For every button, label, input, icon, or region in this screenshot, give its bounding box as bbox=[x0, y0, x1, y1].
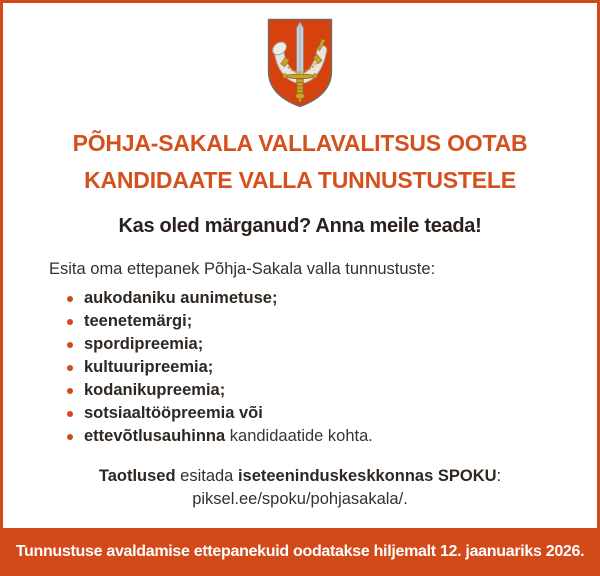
coat-of-arms bbox=[266, 17, 334, 109]
sword-pommel bbox=[295, 93, 304, 99]
award-name: kodanikupreemia; bbox=[84, 381, 226, 399]
poster-title bbox=[3, 125, 597, 199]
crossguard-knob-right bbox=[313, 74, 317, 78]
award-name: aukodaniku aunimetuse; bbox=[84, 289, 278, 307]
poster-subtitle: Kas oled märganud? Anna meile teada! bbox=[118, 215, 482, 237]
poster-body bbox=[3, 258, 597, 511]
application-line1 bbox=[99, 467, 501, 485]
application-instructions bbox=[49, 465, 551, 511]
poster-title-line1: PÕHJA-SAKALA VALLAVALITSUS OOTAB bbox=[72, 130, 528, 156]
bullet-icon bbox=[67, 319, 73, 325]
deadline-banner bbox=[0, 528, 600, 576]
award-name: kultuuripreemia; bbox=[84, 358, 214, 376]
list-item bbox=[67, 425, 551, 448]
list-item bbox=[67, 287, 551, 310]
application-regular2: : bbox=[496, 467, 502, 485]
bullet-icon bbox=[67, 434, 73, 440]
application-url: piksel.ee/spoku/pohjasakala/. bbox=[192, 490, 408, 508]
list-item bbox=[67, 310, 551, 333]
list-item bbox=[67, 402, 551, 425]
award-name: spordipreemia; bbox=[84, 335, 204, 353]
bullet-icon bbox=[67, 342, 73, 348]
list-item bbox=[67, 333, 551, 356]
sword-crossguard bbox=[285, 74, 315, 79]
award-rest: kandidaatide kohta. bbox=[225, 427, 373, 445]
application-regular1: esitada bbox=[175, 467, 238, 485]
award-list bbox=[49, 287, 551, 448]
bullet-icon bbox=[67, 365, 73, 371]
crossguard-knob-left bbox=[283, 74, 287, 78]
deadline-banner-text: Tunnustuse avaldamise ettepanekuid oodatakse hiljemalt 12. jaanuariks 2026. bbox=[15, 543, 585, 560]
application-bold2: iseteeninduskeskkonnas SPOKU bbox=[237, 467, 497, 485]
bullet-icon bbox=[67, 411, 73, 417]
application-bold1: Taotlused bbox=[98, 467, 176, 485]
poster-title-line2: KANDIDAATE VALLA TUNNUSTUSTELE bbox=[84, 167, 516, 193]
bullet-icon bbox=[67, 296, 73, 302]
award-name: teenetemärgi; bbox=[84, 312, 193, 330]
list-item bbox=[67, 356, 551, 379]
award-name: ettevõtlusauhinna bbox=[84, 427, 226, 445]
award-name: sotsiaaltööpreemia või bbox=[84, 404, 263, 422]
list-item bbox=[67, 379, 551, 402]
bullet-icon bbox=[67, 388, 73, 394]
intro-text: Esita oma ettepanek Põhja-Sakala valla tunnustuste: bbox=[49, 260, 436, 278]
